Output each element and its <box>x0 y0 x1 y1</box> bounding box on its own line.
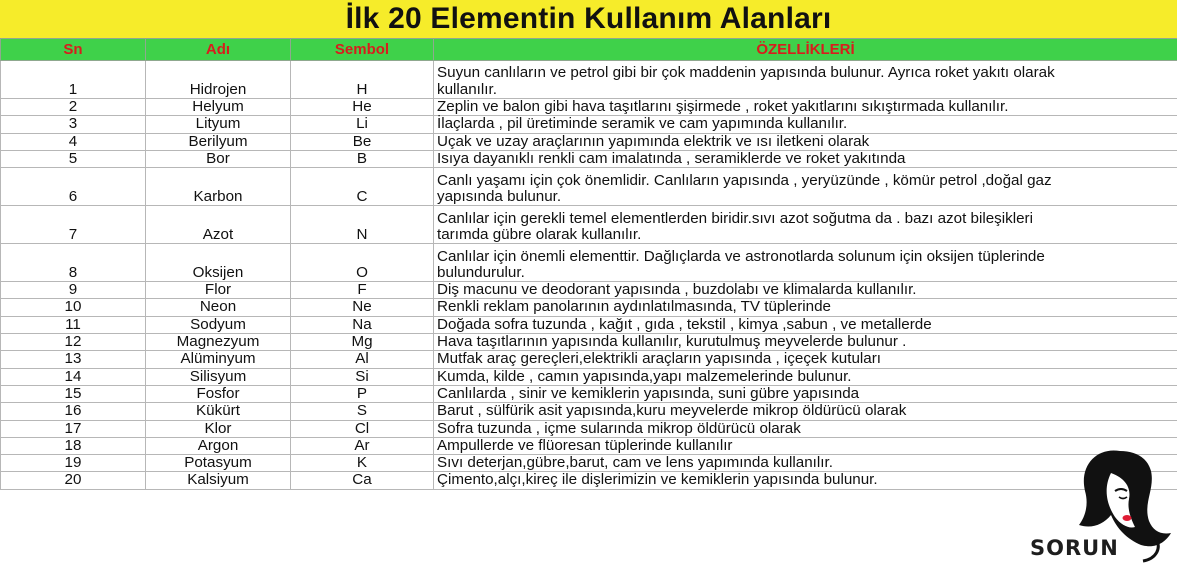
properties-line: bulundurulur. <box>437 263 525 281</box>
cell-element-name: Magnezyum <box>146 334 291 351</box>
table-header-row <box>1 39 1177 61</box>
properties-line: yapısında bulunur. <box>437 187 562 205</box>
cell-element-name: Berilyum <box>146 133 291 150</box>
cell-element-name: Argon <box>146 437 291 454</box>
page-title: İlk 20 Elementin Kullanım Alanları <box>0 0 1177 39</box>
table-row <box>1 420 1177 437</box>
cell-element-name: Silisyum <box>146 368 291 385</box>
cell-sn: 18 <box>1 437 146 454</box>
properties-line: Doğada sofra tuzunda , kağıt , gıda , tekstil , kimya ,sabun , ve metallerde <box>437 315 932 333</box>
cell-element-symbol: C <box>291 168 434 206</box>
cell-element-name: Kükürt <box>146 403 291 420</box>
cell-properties <box>434 206 1177 244</box>
cell-sn: 20 <box>1 472 146 489</box>
cell-element-symbol: Cl <box>291 420 434 437</box>
properties-line: kullanılır. <box>437 80 497 98</box>
column-header-name: Adı <box>146 39 291 61</box>
cell-sn: 7 <box>1 206 146 244</box>
table-row <box>1 168 1177 206</box>
cell-element-symbol: B <box>291 150 434 167</box>
cell-element-name: Lityum <box>146 116 291 133</box>
cell-sn: 10 <box>1 299 146 316</box>
cell-element-name: Bor <box>146 150 291 167</box>
cell-element-name: Kalsiyum <box>146 472 291 489</box>
cell-properties <box>434 316 1177 333</box>
cell-properties <box>434 368 1177 385</box>
cell-element-symbol: Ca <box>291 472 434 489</box>
watermark-logo-text: SORUN <box>1030 536 1119 560</box>
properties-line: Ampullerde ve flüoresan tüplerinde kullanılır <box>437 436 733 454</box>
cell-element-name: Azot <box>146 206 291 244</box>
cell-properties <box>434 99 1177 116</box>
cell-element-name: Hidrojen <box>146 61 291 99</box>
cell-properties <box>434 385 1177 402</box>
cell-properties <box>434 168 1177 206</box>
cell-element-symbol: Na <box>291 316 434 333</box>
cell-element-name: Alüminyum <box>146 351 291 368</box>
table-row <box>1 244 1177 282</box>
table-row <box>1 116 1177 133</box>
table-row <box>1 437 1177 454</box>
cell-properties <box>434 334 1177 351</box>
cell-sn: 14 <box>1 368 146 385</box>
table-row <box>1 334 1177 351</box>
properties-line: Renkli reklam panolarının aydınlatılmasında, TV tüplerinde <box>437 298 831 316</box>
cell-element-name: Oksijen <box>146 244 291 282</box>
cell-properties <box>434 403 1177 420</box>
cell-element-name: Potasyum <box>146 455 291 472</box>
properties-line: tarımda gübre olarak kullanılır. <box>437 225 642 243</box>
table-row <box>1 472 1177 489</box>
cell-properties <box>434 351 1177 368</box>
cell-sn: 16 <box>1 403 146 420</box>
cell-element-symbol: H <box>291 61 434 99</box>
cell-element-name: Karbon <box>146 168 291 206</box>
properties-line: Diş macunu ve deodorant yapısında , buzdolabı ve klimalarda kullanılır. <box>437 281 917 299</box>
cell-sn: 12 <box>1 334 146 351</box>
cell-element-symbol: Li <box>291 116 434 133</box>
properties-line: Canlılar için gerekli temel elementlerden biridir.sıvı azot soğutma da . bazı azot bileşikleri <box>437 209 1033 227</box>
cell-element-symbol: O <box>291 244 434 282</box>
cell-element-symbol: Mg <box>291 334 434 351</box>
cell-element-symbol: F <box>291 282 434 299</box>
cell-element-symbol: Si <box>291 368 434 385</box>
properties-line: Sofra tuzunda , içme sularında mikrop öldürücü olarak <box>437 419 801 437</box>
cell-sn: 6 <box>1 168 146 206</box>
column-header-symbol: Sembol <box>291 39 434 61</box>
cell-element-name: Klor <box>146 420 291 437</box>
cell-element-symbol: S <box>291 403 434 420</box>
properties-line: Zeplin ve balon gibi hava taşıtlarını şişirmede , roket yakıtlarını sıkıştırmada kullanılır. <box>437 98 1009 115</box>
properties-line: Uçak ve uzay araçlarının yapımında elektrik ve ısı iletkeni olarak <box>437 132 870 150</box>
cell-sn: 9 <box>1 282 146 299</box>
cell-sn: 3 <box>1 116 146 133</box>
cell-element-symbol: N <box>291 206 434 244</box>
cell-sn: 15 <box>1 385 146 402</box>
cell-sn: 5 <box>1 150 146 167</box>
elements-table <box>0 38 1177 490</box>
table-row <box>1 316 1177 333</box>
cell-sn: 1 <box>1 61 146 99</box>
table-row <box>1 99 1177 116</box>
properties-line: Çimento,alçı,kireç ile dişlerimizin ve kemiklerin yapısında bulunur. <box>437 471 878 489</box>
column-header-properties: ÖZELLİKLERİ <box>434 39 1177 61</box>
table-row <box>1 299 1177 316</box>
properties-line: İlaçlarda , pil üretiminde seramik ve cam yapımında kullanılır. <box>437 115 848 133</box>
table-row <box>1 282 1177 299</box>
table-row <box>1 351 1177 368</box>
cell-element-symbol: Ne <box>291 299 434 316</box>
properties-line: Hava taşıtlarının yapısında kullanılır, kurutulmuş meyvelerde bulunur . <box>437 333 907 351</box>
table-row <box>1 206 1177 244</box>
cell-element-name: Fosfor <box>146 385 291 402</box>
cell-properties <box>434 282 1177 299</box>
properties-line: Suyun canlıların ve petrol gibi bir çok maddenin yapısında bulunur. Ayrıca roket yakıtı olarak <box>437 64 1055 82</box>
table-row <box>1 455 1177 472</box>
cell-properties <box>434 244 1177 282</box>
properties-line: Barut , sülfürik asit yapısında,kuru meyvelerde mikrop öldürücü olarak <box>437 402 907 420</box>
cell-element-symbol: He <box>291 99 434 116</box>
table-row <box>1 403 1177 420</box>
cell-sn: 17 <box>1 420 146 437</box>
properties-line: Mutfak araç gereçleri,elektrikli araçların yapısında , içeçek kutuları <box>437 350 881 368</box>
table-row <box>1 133 1177 150</box>
properties-line: Canlılarda , sinir ve kemiklerin yapısında, suni gübre yapısında <box>437 384 860 402</box>
properties-line: Canlı yaşamı için çok önemlidir. Canlıların yapısında , yeryüzünde , kömür petrol ,doğal gaz <box>437 171 1052 189</box>
cell-element-symbol: Al <box>291 351 434 368</box>
cell-element-name: Neon <box>146 299 291 316</box>
cell-properties <box>434 299 1177 316</box>
cell-element-symbol: Ar <box>291 437 434 454</box>
cell-element-symbol: Be <box>291 133 434 150</box>
cell-element-name: Helyum <box>146 99 291 116</box>
cell-sn: 13 <box>1 351 146 368</box>
properties-line: Isıya dayanıklı renkli cam imalatında , seramiklerde ve roket yakıtında <box>437 149 906 167</box>
cell-element-symbol: K <box>291 455 434 472</box>
cell-element-name: Flor <box>146 282 291 299</box>
cell-sn: 8 <box>1 244 146 282</box>
table-row <box>1 385 1177 402</box>
cell-sn: 19 <box>1 455 146 472</box>
table-row <box>1 61 1177 99</box>
cell-sn: 4 <box>1 133 146 150</box>
properties-line: Canlılar için önemli elementtir. Dağlıçlarda ve astronotlarda solunum için oksijen tüplerinde <box>437 247 1045 265</box>
cell-element-symbol: P <box>291 385 434 402</box>
table-row <box>1 150 1177 167</box>
column-header-sn: Sn <box>1 39 146 61</box>
table-row <box>1 368 1177 385</box>
cell-sn: 11 <box>1 316 146 333</box>
properties-line: Sıvı deterjan,gübre,barut, cam ve lens yapımında kullanılır. <box>437 454 833 472</box>
cell-sn: 2 <box>1 99 146 116</box>
cell-properties <box>434 420 1177 437</box>
cell-properties <box>434 150 1177 167</box>
cell-properties <box>434 61 1177 99</box>
cell-properties <box>434 116 1177 133</box>
cell-element-name: Sodyum <box>146 316 291 333</box>
cell-properties <box>434 133 1177 150</box>
properties-line: Kumda, kilde , camın yapısında,yapı malzemelerinde bulunur. <box>437 367 852 385</box>
